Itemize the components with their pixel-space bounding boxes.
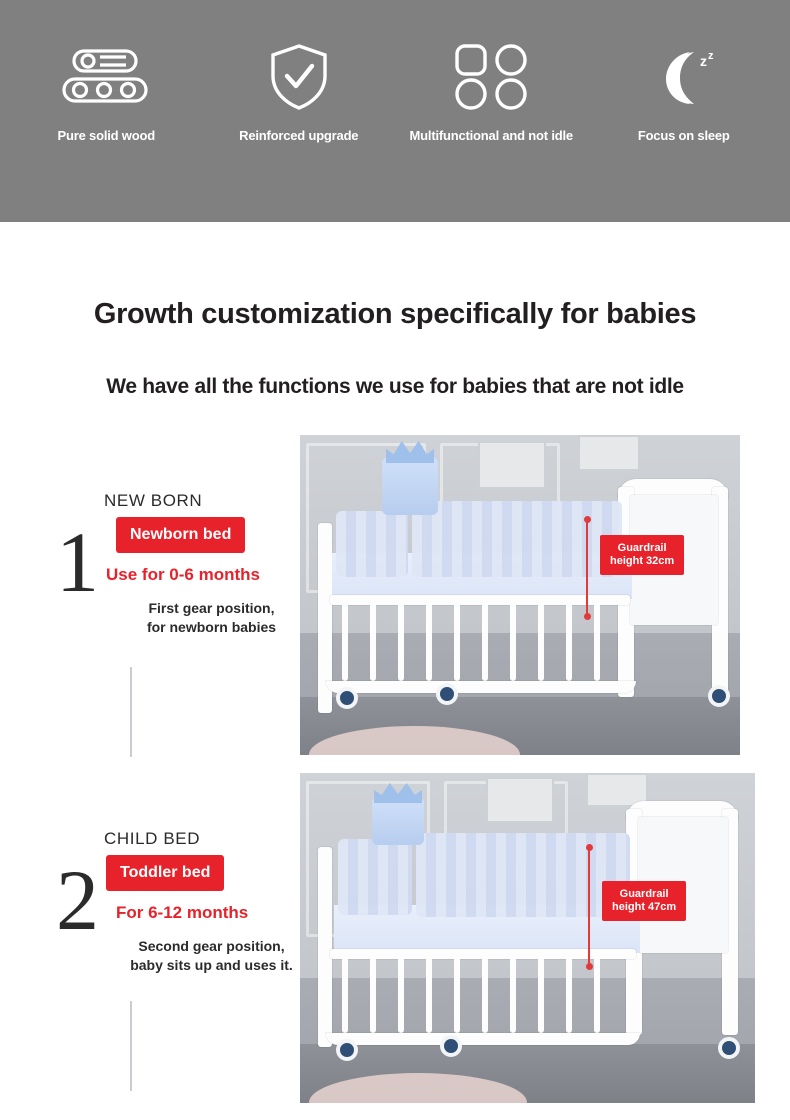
shield-check-icon [268, 38, 330, 116]
callout-line2: height 32cm [610, 555, 675, 567]
stage-description-line2: baby sits up and uses it. [130, 957, 293, 973]
crib-slat [482, 603, 488, 681]
crown-topper [374, 783, 422, 803]
stage-name: CHILD BED [104, 829, 201, 848]
bed-slat [482, 957, 488, 1033]
stage-description-line2: for newborn babies [146, 619, 277, 635]
svg-text:z: z [707, 50, 714, 62]
crown-pillow [382, 457, 438, 515]
callout-line1: Guardrail [619, 888, 669, 900]
product-photo-newborn [300, 435, 740, 755]
stage-number: 2 [56, 852, 99, 948]
four-shapes-grid-icon [453, 38, 529, 116]
stage-description-line1: Second gear position, [138, 938, 285, 954]
crib-mesh-panel [336, 511, 408, 577]
stacked-wood-boards-icon [60, 38, 152, 116]
divider-line [130, 1001, 132, 1091]
crib [300, 435, 740, 755]
guardrail-height-callout [600, 535, 684, 575]
bed-slat [426, 957, 432, 1033]
bed-slat [370, 957, 376, 1033]
crib-slat [342, 603, 348, 681]
feature-bar [0, 0, 790, 222]
product-photo-toddler [300, 773, 755, 1103]
crown-pillow [372, 797, 424, 845]
bed-slat [566, 957, 572, 1033]
bed-bumper [416, 833, 630, 917]
guardrail-height-callout [602, 881, 686, 921]
measure-dot-top [584, 516, 591, 523]
stage-section-toddler [0, 773, 790, 1091]
svg-text:z: z [699, 53, 707, 69]
feature-item-focus-on-sleep [591, 38, 776, 143]
bed-slat [594, 957, 600, 1033]
crib-base-curve [326, 681, 636, 693]
page-subtitle: We have all the functions we use for babies that are not idle [106, 375, 684, 398]
feature-label: Reinforced upgrade [239, 128, 359, 143]
bed-slat [342, 957, 348, 1033]
stage-description [104, 937, 319, 975]
toddler-bed [300, 773, 755, 1103]
feature-label: Pure solid wood [57, 128, 155, 143]
bed-base-curve [326, 1033, 640, 1045]
bed-slat [398, 957, 404, 1033]
bed-mesh-panel [338, 839, 412, 915]
measure-dot-top [586, 844, 593, 851]
measure-dot-bottom [586, 963, 593, 970]
crib-slat [370, 603, 376, 681]
bed-wheel [336, 1039, 358, 1061]
stage-name: NEW BORN [104, 491, 203, 510]
crib-slat [454, 603, 460, 681]
crib-slat [594, 603, 600, 681]
age-range-text: Use for 0-6 months [106, 565, 260, 584]
bed-post [318, 847, 332, 1047]
crib-slat [398, 603, 404, 681]
room-scene [300, 773, 755, 1103]
feature-item-pure-solid-wood [14, 38, 199, 143]
crib-wheel [336, 687, 358, 709]
bed-wheel [718, 1037, 740, 1059]
crib-slat [426, 603, 432, 681]
feature-label: Multifunctional and not idle [409, 128, 573, 143]
measure-dot-bottom [584, 613, 591, 620]
feature-item-multifunctional [399, 38, 584, 143]
crib-slat [538, 603, 544, 681]
stage-description [104, 599, 319, 637]
page-title: Growth customization specifically for babies [93, 298, 697, 330]
feature-label: Focus on sleep [637, 128, 730, 143]
callout-line1: Guardrail [617, 542, 667, 554]
divider-line [130, 667, 132, 757]
crib-slat [510, 603, 516, 681]
bed-slat [538, 957, 544, 1033]
stage-description-line1: First gear position, [148, 600, 275, 616]
status-badge: Toddler bed [106, 855, 224, 891]
stage-number: 1 [56, 514, 99, 610]
crib-wheel [436, 683, 458, 705]
crib-bumper [412, 501, 622, 577]
stage-section-newborn [0, 435, 790, 753]
callout-line2: height 47cm [612, 901, 677, 913]
bed-slat [454, 957, 460, 1033]
feature-item-reinforced-upgrade [206, 38, 391, 143]
headings-block [0, 222, 790, 399]
status-badge: Newborn bed [116, 517, 245, 553]
moon-sleep-icon [646, 38, 722, 116]
bed-wheel [440, 1035, 462, 1057]
age-range-text: For 6-12 months [116, 903, 249, 922]
crib-slat [566, 603, 572, 681]
guardrail-measure-line [588, 847, 590, 969]
crib-wheel [708, 685, 730, 707]
room-scene [300, 435, 740, 755]
guardrail-measure-line [586, 519, 588, 619]
crown-topper [386, 441, 434, 463]
bed-slat [510, 957, 516, 1033]
